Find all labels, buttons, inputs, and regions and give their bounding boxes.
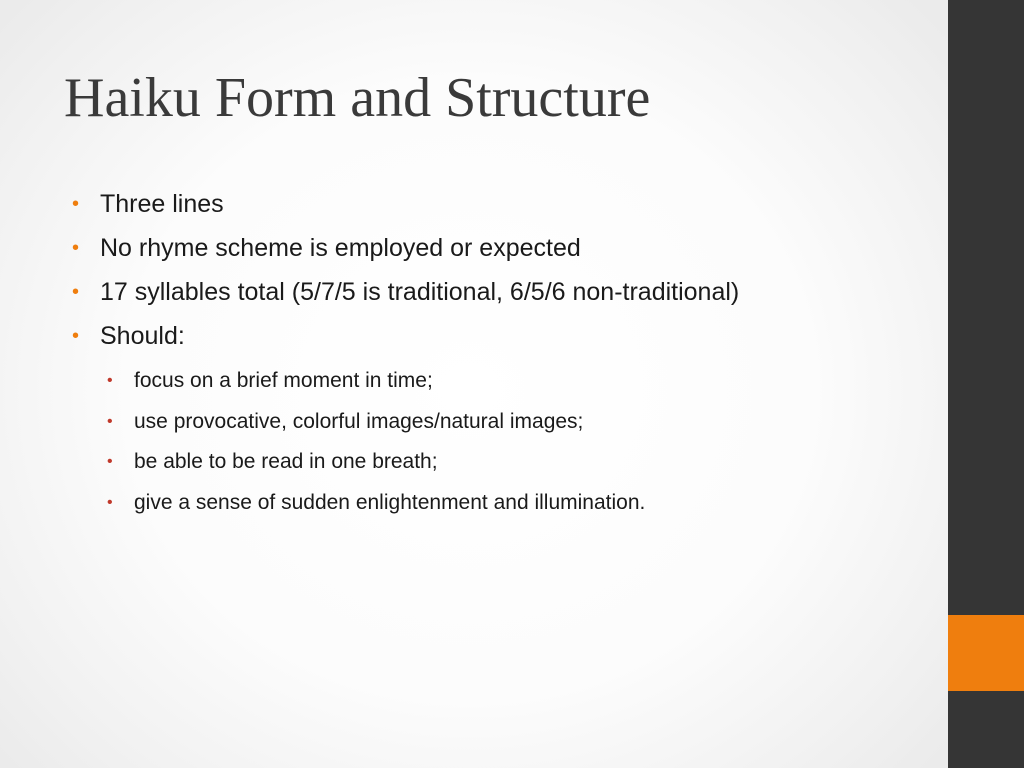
bullet-item <box>72 314 932 358</box>
sub-bullet-icon: • <box>107 493 113 511</box>
bullet-text: Three lines <box>100 190 224 218</box>
sub-bullet-item <box>72 402 932 443</box>
bullet-item <box>72 226 932 270</box>
sub-bullet-icon: • <box>107 412 113 430</box>
bullet-text: Should: <box>100 322 185 350</box>
slide-title: Haiku Form and Structure <box>64 67 651 129</box>
sub-bullet-text: be able to be read in one breath; <box>134 450 438 473</box>
sub-bullet-icon: • <box>107 372 113 389</box>
bullet-list <box>72 182 932 523</box>
bullet-icon: • <box>72 325 80 347</box>
bullet-item <box>72 182 932 226</box>
bullet-text: 17 syllables total (5/7/5 is traditional, 6/5/6 non-traditional) <box>100 278 740 306</box>
sub-bullet-icon: • <box>107 453 113 470</box>
bullet-text: No rhyme scheme is employed or expected <box>100 234 581 262</box>
sub-bullet-text: use provocative, colorful images/natural images; <box>134 409 584 433</box>
sub-bullet-item <box>72 442 932 483</box>
bullet-icon: • <box>72 281 80 303</box>
sub-bullet-text: give a sense of sudden enlightenment and illumination. <box>134 490 646 514</box>
bullet-item <box>72 270 932 314</box>
sidebar-accent-block <box>948 615 1024 691</box>
sub-bullet-item <box>72 483 932 524</box>
bullet-icon: • <box>72 237 80 259</box>
sub-bullet-text: focus on a brief moment in time; <box>134 369 433 392</box>
sub-bullet-item <box>72 361 932 402</box>
bullet-icon: • <box>72 193 80 215</box>
